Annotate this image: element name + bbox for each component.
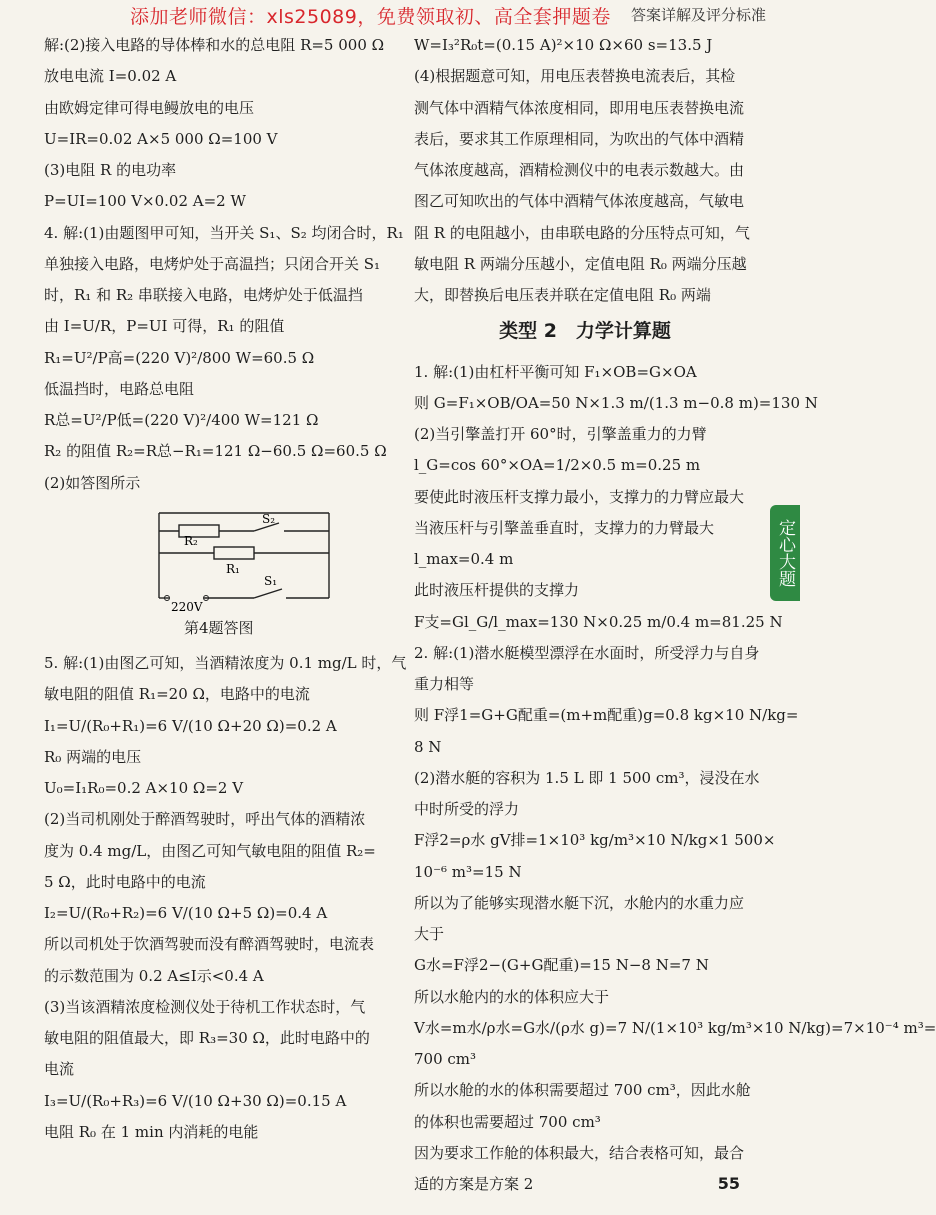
text-line: 阻 R 的电阻越小，由串联电路的分压特点可知，气 <box>414 223 750 242</box>
text-line: 4. 解:(1)由题图甲可知，当开关 S₁、S₂ 均闭合时，R₁ <box>44 223 404 242</box>
header-label: 答案详解及评分标准 <box>630 6 766 24</box>
text-line: 时，R₁ 和 R₂ 串联接入电路，电烤炉处于低温挡 <box>44 286 363 304</box>
label-s1: S₁ <box>264 573 278 588</box>
resistor-r1 <box>214 547 254 559</box>
text-line: P=UI=100 V×0.02 A=2 W <box>44 192 246 211</box>
text-line: 测气体中酒精气体浓度相同，即用电压表替换电流 <box>414 98 745 117</box>
text-line: 电阻 R₀ 在 1 min 内消耗的电能 <box>44 1122 259 1141</box>
text-line: 2. 解:(1)潜水艇模型漂浮在水面时，所受浮力与自身 <box>414 643 760 662</box>
text-line: (4)根据题意可知，用电压表替换电流表后，其检 <box>414 67 736 86</box>
text-line: 低温挡时，电路总电阻 <box>44 379 195 398</box>
text-line: 所以司机处于饮酒驾驶而没有醉酒驾驶时，电流表 <box>44 935 375 954</box>
text-line: F支=Gl_G/l_max=130 N×0.25 m/0.4 m=81.25 N <box>414 612 783 631</box>
text-line: 由 I=U/R，P=UI 可得，R₁ 的阻值 <box>44 317 285 336</box>
label-r1: R₁ <box>226 561 240 576</box>
text-line: l_G=cos 60°×OA=1/2×0.5 m=0.25 m <box>414 456 701 475</box>
text-line: 度为 0.4 mg/L，由图乙可知气敏电阻的阻值 R₂= <box>44 841 376 860</box>
text-line: l_max=0.4 m <box>414 550 514 569</box>
text-line: 所以水舱内的水的体积应大于 <box>414 987 610 1006</box>
text-line: 10⁻⁶ m³=15 N <box>414 862 522 881</box>
text-line: 则 G=F₁×OB/OA=50 N×1.3 m/(1.3 m−0.8 m)=130 N <box>414 393 818 412</box>
section-title: 类型 2 力学计算题 <box>499 320 671 343</box>
text-line: (2)当引擎盖打开 60°时，引擎盖重力的力臂 <box>414 425 707 444</box>
text-line: 表后，要求其工作原理相同，为吹出的气体中酒精 <box>414 129 745 148</box>
text-line: 的示数范围为 0.2 A≤I示<0.4 A <box>44 966 264 985</box>
text-line: 单独接入电路，电烤炉处于高温挡；只闭合开关 S₁ <box>44 254 381 273</box>
text-line: I₂=U/(R₀+R₂)=6 V/(10 Ω+5 Ω)=0.4 A <box>44 904 328 922</box>
label-s2: S₂ <box>262 511 276 526</box>
text-line: I₁=U/(R₀+R₁)=6 V/(10 Ω+20 Ω)=0.2 A <box>44 716 337 735</box>
text-line: 5. 解:(1)由图乙可知，当酒精浓度为 0.1 mg/L 时，气 <box>44 654 407 672</box>
text-line: 中时所受的浮力 <box>414 800 520 819</box>
text-line: R总=U²/P低=(220 V)²/400 W=121 Ω <box>44 411 319 429</box>
text-line: 当液压杆与引擎盖垂直时，支撑力的力臂最大 <box>414 518 715 537</box>
text-line: 此时液压杆提供的支撑力 <box>414 581 580 600</box>
text-line: 电流 <box>44 1060 75 1079</box>
text-line: I₃=U/(R₀+R₃)=6 V/(10 Ω+30 Ω)=0.15 A <box>44 1091 347 1110</box>
text-line: 大于 <box>414 925 445 944</box>
text-line: 气体浓度越高，酒精检测仪中的电表示数越大。由 <box>414 161 745 179</box>
side-tab: 定心大题 <box>770 505 800 601</box>
text-line: (2)当司机刚处于醉酒驾驶时，呼出气体的酒精浓 <box>44 810 366 829</box>
text-line: 则 F浮1=G+G配重=(m+m配重)g=0.8 kg×10 N/kg= <box>414 706 799 725</box>
text-line: 敏电阻 R 两端分压越小，定值电阻 R₀ 两端分压越 <box>414 254 747 273</box>
circuit-svg <box>144 503 344 613</box>
text-line: 的体积也需要超过 700 cm³ <box>414 1112 601 1131</box>
text-line: 1. 解:(1)由杠杆平衡可知 F₁×OB=G×OA <box>414 362 697 381</box>
switch-s1 <box>254 589 282 598</box>
text-line: U₀=I₁R₀=0.2 A×10 Ω=2 V <box>44 779 244 797</box>
text-line: (3)电阻 R 的电功率 <box>44 161 177 179</box>
text-line: 敏电阻的阻值最大，即 R₃=30 Ω，此时电路中的 <box>44 1029 370 1047</box>
text-line: V水=m水/ρ水=G水/(ρ水 g)=7 N/(1×10³ kg/m³×10 N/kg)=7×10⁻⁴ m³= <box>414 1018 936 1037</box>
text-line: 重力相等 <box>414 675 475 694</box>
text-line: 5 Ω，此时电路中的电流 <box>44 872 206 891</box>
text-line: 由欧姆定律可得电鳗放电的电压 <box>44 98 255 117</box>
text-line: 放电电流 I=0.02 A <box>44 67 177 86</box>
circuit-diagram <box>144 503 344 613</box>
text-line: 大，即替换后电压表并联在定值电阻 R₀ 两端 <box>414 286 711 304</box>
text-line: (2)如答图所示 <box>44 473 141 492</box>
text-line: 解:(2)接入电路的导体棒和水的总电阻 R=5 000 Ω <box>44 36 385 54</box>
text-line: 8 N <box>414 737 442 756</box>
text-line: 要使此时液压杆支撑力最小，支撑力的力臂应最大 <box>414 487 745 506</box>
text-line: 图乙可知吹出的气体中酒精气体浓度越高，气敏电 <box>414 192 745 211</box>
text-line: 700 cm³ <box>414 1050 477 1069</box>
text-line: R₂ 的阻值 R₂=R总−R₁=121 Ω−60.5 Ω=60.5 Ω <box>44 442 387 461</box>
text-line: 适的方案是方案 2 <box>414 1175 534 1194</box>
text-line: W=I₃²R₀t=(0.15 A)²×10 Ω×60 s=13.5 J <box>414 36 713 54</box>
page-number: 55 <box>717 1174 740 1193</box>
label-r2: R₂ <box>184 533 198 548</box>
text-line: 所以为了能够实现潜水艇下沉，水舱内的水重力应 <box>414 893 745 912</box>
text-line: R₁=U²/P高=(220 V)²/800 W=60.5 Ω <box>44 348 315 367</box>
watermark-text: 添加老师微信：xls25089，免费领取初、高全套押题卷 <box>130 6 611 28</box>
label-voltage: 220V <box>171 599 203 614</box>
text-line: 因为要求工作舱的体积最大，结合表格可知，最合 <box>414 1143 745 1162</box>
text-line: R₀ 两端的电压 <box>44 747 142 766</box>
text-line: G水=F浮2−(G+G配重)=15 N−8 N=7 N <box>414 956 709 975</box>
left-column <box>44 34 407 1152</box>
text-line: 敏电阻的阻值 R₁=20 Ω，电路中的电流 <box>44 685 310 704</box>
text-line: F浮2=ρ水 gV排=1×10³ kg/m³×10 N/kg×1 500× <box>414 831 776 850</box>
figure-caption: 第4题答图 <box>184 618 254 637</box>
text-line: (3)当该酒精浓度检测仪处于待机工作状态时，气 <box>44 997 366 1016</box>
text-line: U=IR=0.02 A×5 000 Ω=100 V <box>44 129 278 148</box>
text-line: 所以水舱的水的体积需要超过 700 cm³，因此水舱 <box>414 1081 751 1100</box>
text-line: (2)潜水艇的容积为 1.5 L 即 1 500 cm³，浸没在水 <box>414 768 760 787</box>
